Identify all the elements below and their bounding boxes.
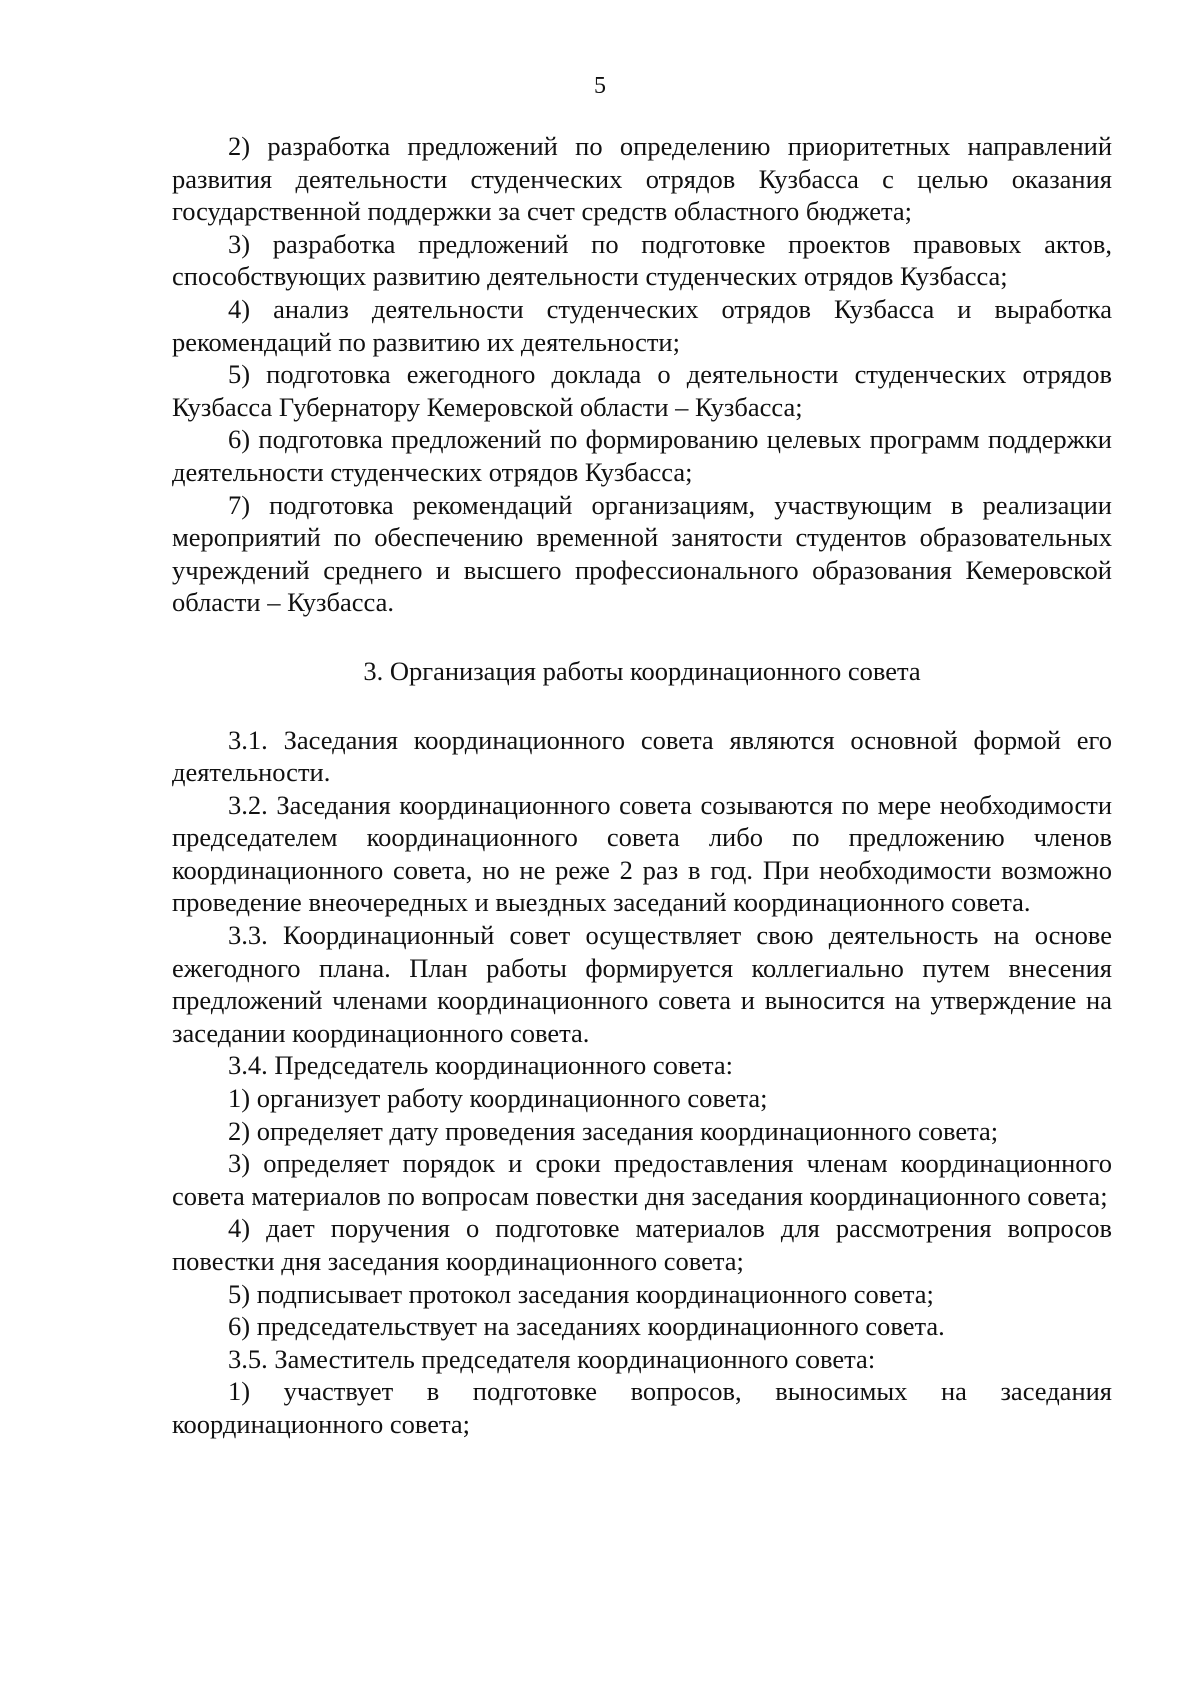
paragraph-2-3: 3) разработка предложений по подготовке проектов правовых актов, способствующих развитию деятельности студенческих отрядов Кузбасса;: [172, 228, 1112, 292]
paragraph-3-4-5: 5) подписывает протокол заседания координационного совета;: [228, 1278, 934, 1309]
paragraph-3-2: 3.2. Заседания координационного совета созываются по мере необходимости председателем координационного совета либо по предложению членов координационного совета, но не реже 2 раз в год. При необходимости возможно проведение внеочередных и выездных заседаний координационного совета.: [172, 789, 1112, 918]
page-number: 5: [594, 73, 606, 99]
paragraph-2-2: 2) разработка предложений по определению приоритетных направлений развития деятельности студенческих отрядов Кузбасса с целью оказания государственной поддержки за счет средств областного бюджета;: [172, 131, 1112, 227]
paragraph-3-4-4: 4) дает поручения о подготовке материалов для рассмотрения вопросов повестки дня заседания координационного совета;: [172, 1213, 1112, 1276]
paragraph-3-1: 3.1. Заседания координационного совета являются основной формой его деятельности.: [172, 724, 1112, 788]
paragraph-3-4-6: 6) председательствует на заседаниях координационного совета.: [228, 1311, 945, 1342]
document-body: [172, 130, 1112, 1441]
paragraph-3-4-1: 1) организует работу координационного совета;: [228, 1083, 768, 1114]
paragraph-2-4: 4) анализ деятельности студенческих отрядов Кузбасса и выработка рекомендаций по развитию их деятельности;: [172, 293, 1112, 357]
paragraph-2-7: 7) подготовка рекомендаций организациям, участвующим в реализации мероприятий по обеспечению временной занятости студентов образовательных учреждений среднего и высшего профессионального образования Кемеровской области – Кузбасса.: [172, 489, 1112, 618]
paragraph-3-4-2: 2) определяет дату проведения заседания координационного совета;: [228, 1115, 999, 1146]
paragraph-2-5: 5) подготовка ежегодного доклада о деятельности студенческих отрядов Кузбасса Губернатору Кемеровской области – Кузбасса;: [172, 359, 1112, 422]
paragraph-3-4: 3.4. Председатель координационного совета:: [228, 1050, 734, 1081]
paragraph-3-3: 3.3. Координационный совет осуществляет свою деятельность на основе ежегодного плана. План работы формируется коллегиально путем внесения предложений членами координационного совета и выносится на утверждение на заседании координационного совета.: [172, 920, 1112, 1048]
paragraph-3-5-1: 1) участвует в подготовке вопросов, выносимых на заседания координационного совета;: [172, 1376, 1112, 1439]
paragraph-2-6: 6) подготовка предложений по формированию целевых программ поддержки деятельности студенческих отрядов Кузбасса;: [172, 424, 1112, 487]
paragraph-3-4-3: 3) определяет порядок и сроки предоставления членам координационного совета материалов по вопросам повестки дня заседания координационного совета;: [172, 1148, 1112, 1211]
section-heading: 3. Организация работы координационного совета: [363, 655, 921, 686]
paragraph-3-5: 3.5. Заместитель председателя координационного совета:: [228, 1343, 876, 1374]
